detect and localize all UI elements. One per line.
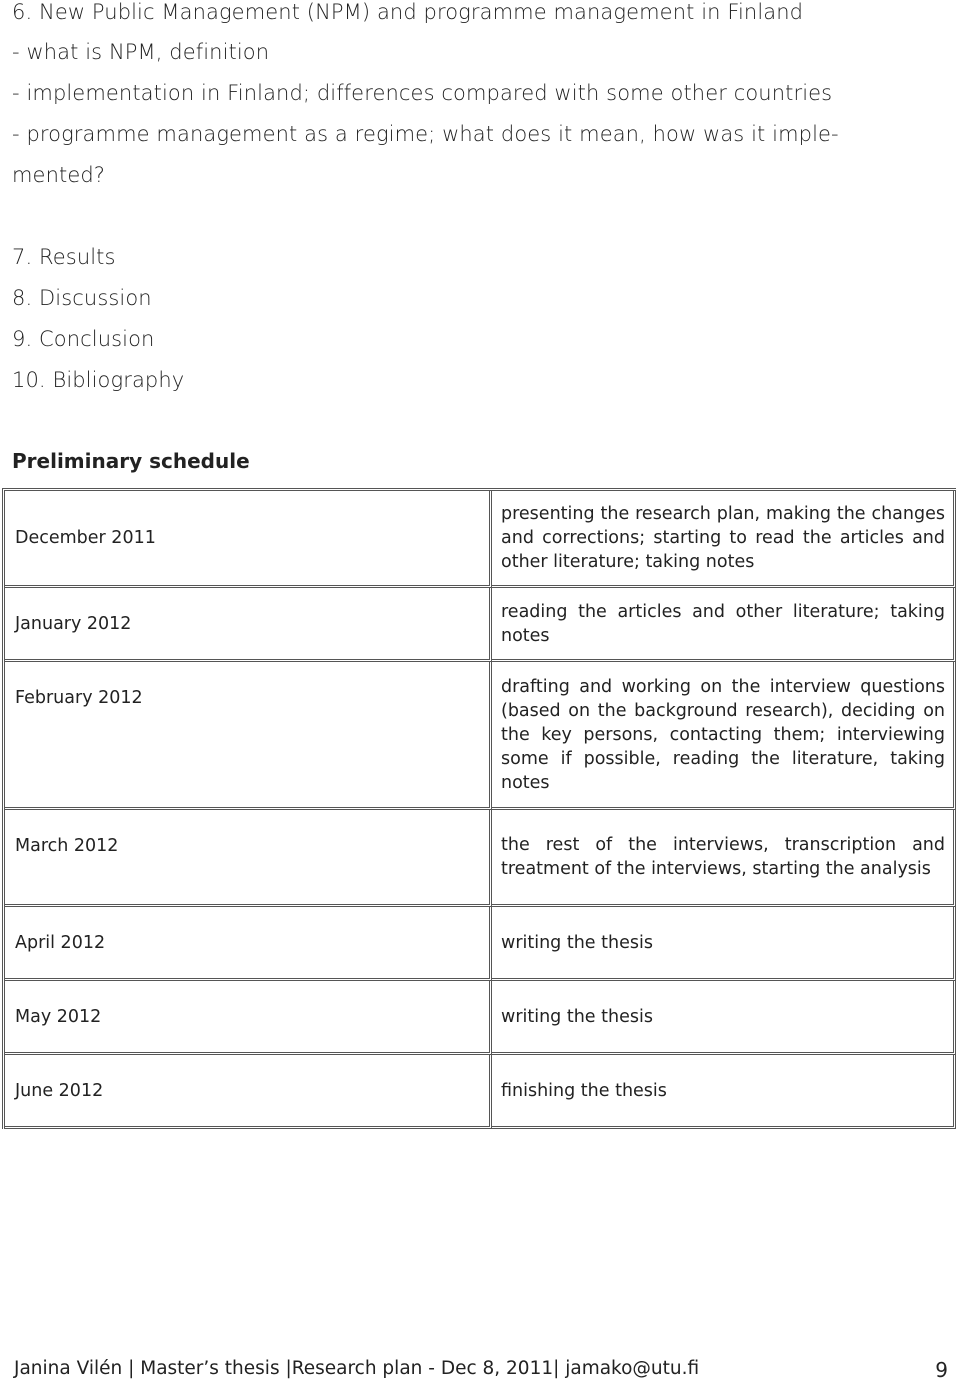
outline-item-programme-management: - programme management as a regime; what does it mean, how was it imple-	[12, 122, 839, 146]
schedule-task: finishing the thesis	[492, 1055, 956, 1129]
schedule-month: January 2012	[5, 588, 492, 662]
outline-item-bibliography: 10. Bibliography	[12, 368, 185, 392]
outline-item-results: 7. Results	[12, 245, 116, 269]
schedule-table	[2, 488, 956, 1129]
schedule-task: writing the thesis	[492, 981, 956, 1055]
outline-item-programme-management-cont: mented?	[12, 163, 106, 187]
table-row	[5, 907, 956, 981]
outline-item-npm-definition: - what is NPM, definition	[12, 40, 270, 64]
schedule-task: writing the thesis	[492, 907, 956, 981]
page-footer: Janina Vilén | Master’s thesis |Research plan - Dec 8, 2011| jamako@utu.fi	[14, 1358, 700, 1379]
outline-item-discussion: 8. Discussion	[12, 286, 152, 310]
outline-item-implementation: - implementation in Finland; differences compared with some other countries	[12, 81, 833, 105]
table-row	[5, 1055, 956, 1129]
table-row	[5, 981, 956, 1055]
schedule-task: the rest of the interviews, transcription and treatment of the interviews, starting the analysis	[492, 810, 956, 907]
schedule-month: June 2012	[5, 1055, 492, 1129]
outline-item-conclusion: 9. Conclusion	[12, 327, 155, 351]
table-row	[5, 810, 956, 907]
schedule-heading: Preliminary schedule	[12, 449, 250, 473]
schedule-task: presenting the research plan, making the changes and corrections; starting to read the articles and other literature; taking notes	[492, 491, 956, 588]
outline-item-npm: 6. New Public Management (NPM) and programme management in Finland	[12, 0, 804, 24]
page-number: 9	[935, 1358, 948, 1382]
table-row	[5, 588, 956, 662]
table-row	[5, 491, 956, 588]
schedule-month: May 2012	[5, 981, 492, 1055]
schedule-task: reading the articles and other literature; taking notes	[492, 588, 956, 662]
schedule-month: April 2012	[5, 907, 492, 981]
schedule-month: March 2012	[5, 810, 492, 907]
schedule-task: drafting and working on the interview questions (based on the background research), deciding on the key persons, contacting them; interviewing some if possible, reading the literature, taking notes	[492, 662, 956, 810]
schedule-month: December 2011	[5, 491, 492, 588]
schedule-month: February 2012	[5, 662, 492, 810]
table-row	[5, 662, 956, 810]
